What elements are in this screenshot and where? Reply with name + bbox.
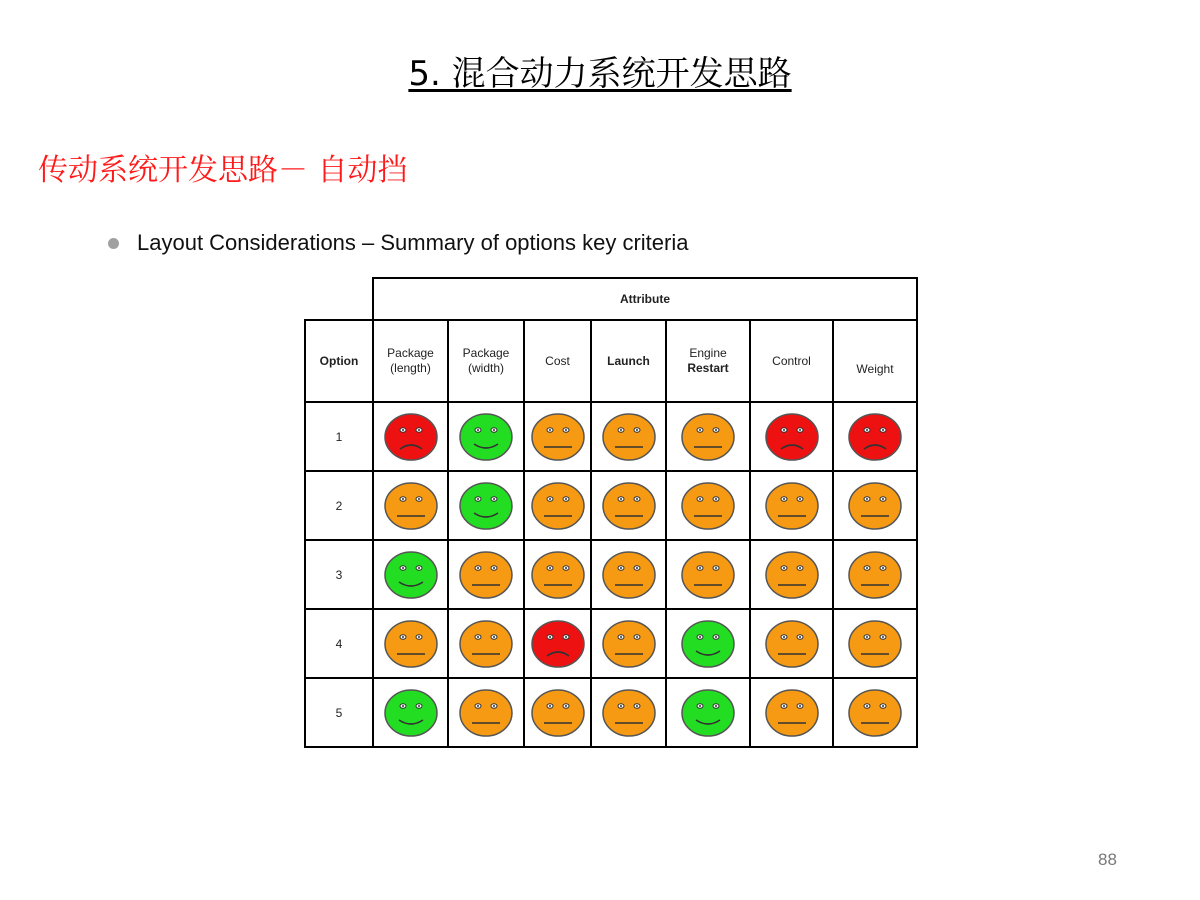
bullet-item bbox=[108, 230, 688, 256]
column-header-line1: Launch bbox=[607, 353, 650, 368]
column-header-package-length bbox=[373, 320, 448, 402]
column-header-line2: Weight bbox=[856, 361, 894, 376]
neutral-face-icon bbox=[458, 688, 514, 738]
rating-cell bbox=[750, 540, 833, 609]
rating-cell bbox=[666, 402, 750, 471]
rating-cell bbox=[524, 471, 591, 540]
attribute-header: Attribute bbox=[373, 278, 917, 320]
rating-cell bbox=[524, 678, 591, 747]
rating-cell bbox=[666, 471, 750, 540]
column-header-launch bbox=[591, 320, 666, 402]
rating-cell bbox=[524, 609, 591, 678]
bullet-text: Layout Considerations – Summary of options key criteria bbox=[137, 230, 689, 255]
column-header-line2: (width) bbox=[467, 361, 504, 375]
column-header-cost bbox=[524, 320, 591, 402]
blank-corner-cell bbox=[305, 278, 373, 320]
rating-cell bbox=[591, 402, 666, 471]
sad-face-icon bbox=[383, 412, 439, 462]
neutral-face-icon bbox=[601, 481, 657, 531]
rating-cell bbox=[833, 609, 917, 678]
neutral-face-icon bbox=[601, 688, 657, 738]
column-header-line2: (length) bbox=[390, 361, 431, 375]
rating-cell bbox=[666, 678, 750, 747]
neutral-face-icon bbox=[530, 550, 586, 600]
option-number: 4 bbox=[305, 609, 373, 678]
column-header-line1: Package bbox=[387, 346, 434, 360]
neutral-face-icon bbox=[764, 688, 820, 738]
rating-cell bbox=[373, 471, 448, 540]
table-row bbox=[305, 609, 917, 678]
neutral-face-icon bbox=[847, 481, 903, 531]
sad-face-icon bbox=[764, 412, 820, 462]
rating-cell bbox=[591, 678, 666, 747]
neutral-face-icon bbox=[847, 619, 903, 669]
rating-cell bbox=[591, 540, 666, 609]
rating-cell bbox=[373, 609, 448, 678]
option-number: 2 bbox=[305, 471, 373, 540]
column-header-package-width bbox=[448, 320, 524, 402]
neutral-face-icon bbox=[383, 481, 439, 531]
table-row bbox=[305, 471, 917, 540]
rating-cell bbox=[591, 609, 666, 678]
neutral-face-icon bbox=[680, 550, 736, 600]
rating-cell bbox=[373, 540, 448, 609]
happy-face-icon bbox=[458, 412, 514, 462]
table-row bbox=[305, 402, 917, 471]
table-row bbox=[305, 540, 917, 609]
rating-cell bbox=[750, 609, 833, 678]
bullet-dot-icon bbox=[108, 238, 119, 249]
rating-cell bbox=[833, 402, 917, 471]
rating-cell bbox=[448, 471, 524, 540]
neutral-face-icon bbox=[601, 619, 657, 669]
rating-cell bbox=[373, 402, 448, 471]
rating-cell bbox=[833, 471, 917, 540]
option-number: 5 bbox=[305, 678, 373, 747]
column-header-line2: Restart bbox=[687, 361, 729, 375]
rating-rows bbox=[305, 402, 917, 747]
neutral-face-icon bbox=[764, 619, 820, 669]
neutral-face-icon bbox=[764, 481, 820, 531]
rating-cell bbox=[448, 402, 524, 471]
column-header-weight bbox=[833, 320, 917, 402]
option-number: 3 bbox=[305, 540, 373, 609]
neutral-face-icon bbox=[680, 481, 736, 531]
neutral-face-icon bbox=[680, 412, 736, 462]
rating-cell bbox=[373, 678, 448, 747]
table-row bbox=[305, 678, 917, 747]
column-header-control bbox=[750, 320, 833, 402]
column-header-engine-restart bbox=[666, 320, 750, 402]
rating-cell bbox=[666, 540, 750, 609]
rating-cell bbox=[750, 678, 833, 747]
sad-face-icon bbox=[847, 412, 903, 462]
rating-cell bbox=[666, 609, 750, 678]
happy-face-icon bbox=[383, 688, 439, 738]
column-header-line1: Cost bbox=[545, 353, 570, 368]
rating-cell bbox=[591, 471, 666, 540]
option-number: 1 bbox=[305, 402, 373, 471]
slide-title: 5. 混合动力系统开发思路 bbox=[408, 54, 792, 94]
rating-cell bbox=[524, 402, 591, 471]
rating-cell bbox=[524, 540, 591, 609]
neutral-face-icon bbox=[847, 550, 903, 600]
neutral-face-icon bbox=[764, 550, 820, 600]
happy-face-icon bbox=[383, 550, 439, 600]
neutral-face-icon bbox=[458, 619, 514, 669]
criteria-table bbox=[304, 277, 918, 748]
neutral-face-icon bbox=[601, 412, 657, 462]
slide-subtitle: 传动系统开发思路－ 自动挡 bbox=[38, 153, 408, 188]
rating-cell bbox=[750, 471, 833, 540]
column-header-line1: Engine bbox=[689, 346, 727, 360]
happy-face-icon bbox=[680, 688, 736, 738]
neutral-face-icon bbox=[530, 412, 586, 462]
happy-face-icon bbox=[680, 619, 736, 669]
rating-cell bbox=[448, 540, 524, 609]
option-header: Option bbox=[305, 320, 373, 402]
neutral-face-icon bbox=[530, 688, 586, 738]
column-header-line1: Control bbox=[772, 353, 811, 368]
neutral-face-icon bbox=[458, 550, 514, 600]
rating-cell bbox=[833, 540, 917, 609]
neutral-face-icon bbox=[530, 481, 586, 531]
rating-cell bbox=[833, 678, 917, 747]
rating-cell bbox=[750, 402, 833, 471]
column-header-line1: Package bbox=[462, 346, 510, 360]
rating-cell bbox=[448, 609, 524, 678]
column-header-row bbox=[305, 320, 917, 402]
attribute-header-row bbox=[305, 278, 917, 320]
neutral-face-icon bbox=[601, 550, 657, 600]
rating-cell bbox=[448, 678, 524, 747]
happy-face-icon bbox=[458, 481, 514, 531]
neutral-face-icon bbox=[383, 619, 439, 669]
neutral-face-icon bbox=[847, 688, 903, 738]
page-number: 88 bbox=[1098, 850, 1117, 869]
sad-face-icon bbox=[530, 619, 586, 669]
